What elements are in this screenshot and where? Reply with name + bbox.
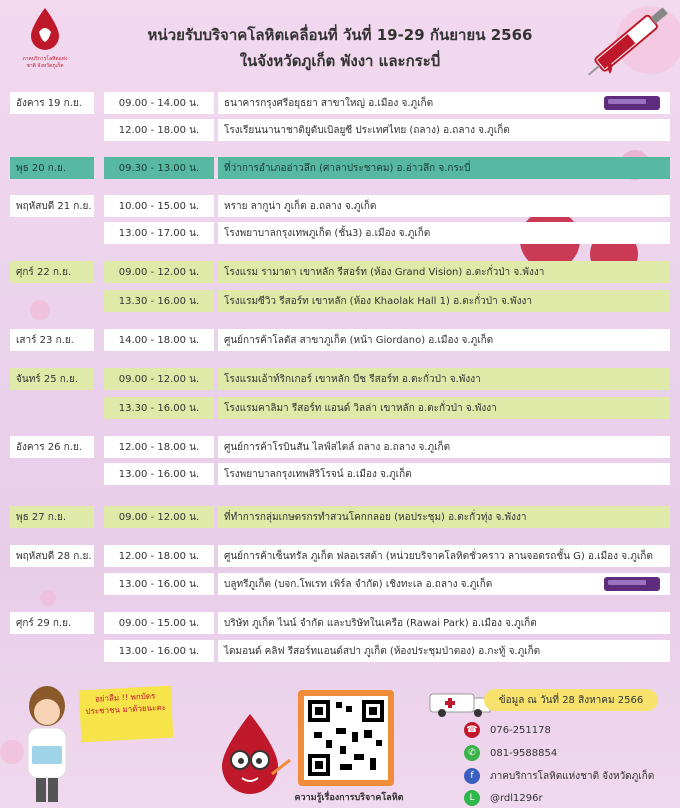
schedule-place (218, 119, 670, 141)
schedule-date: ศุกร์ 22 ก.ย. (10, 261, 94, 283)
schedule-place (218, 506, 670, 528)
schedule-time: 13.30 - 16.00 น. (104, 290, 214, 312)
phone-icon: ☎ (464, 722, 480, 738)
contact-facebook (464, 768, 654, 784)
ambulance-icon (428, 688, 492, 718)
nurse-illustration (18, 684, 76, 804)
whatsapp-icon: ✆ (464, 745, 480, 761)
schedule-time: 09.00 - 14.00 น. (104, 92, 214, 114)
schedule-place-label: โรงแรมคาลิมา รีสอร์ท แอนด์ วิลล่า เขาหลัก อ.ตะกั่วป่า จ.พังงา (224, 402, 497, 414)
contact-phone (464, 722, 551, 738)
title-line-1: หน่วยรับบริจาคโลหิตเคลื่อนที่ วันที่ 19-29 กันยายน 2566 (147, 26, 533, 44)
schedule-place-label: โรงแรมซีวิว รีสอร์ท เขาหลัก (ห้อง Khaolak Hall 1) อ.ตะกั่วป่า จ.พังงา (224, 295, 532, 307)
schedule-place-label: ไดมอนด์ คลิฟ รีสอร์ทแอนด์สปา ภูเก็ต (ห้องประชุมป่าตอง) อ.กะทู้ จ.ภูเก็ต (224, 645, 541, 657)
schedule-time: 13.30 - 16.00 น. (104, 397, 214, 419)
schedule-place (218, 222, 670, 244)
line-id[interactable]: @rdl1296r (490, 792, 543, 804)
schedule-time: 10.00 - 15.00 น. (104, 195, 214, 217)
schedule-place-label: ที่ทำการกลุ่มเกษตรกรทำสวนโคกกลอย (หอประชุม) อ.ตะกั่วทุ่ง จ.พังงา (224, 511, 527, 523)
schedule-place-label: โรงพยาบาลกรุงเทพภูเก็ต (ชั้น3) อ.เมือง จ.ภูเก็ต (224, 227, 431, 239)
schedule-place-label: หราย ลากูน่า ภูเก็ต อ.ถลาง จ.ภูเก็ต (224, 200, 377, 212)
schedule-place (218, 368, 670, 390)
schedule-time: 13.00 - 16.00 น. (104, 640, 214, 662)
schedule-date: เสาร์ 23 ก.ย. (10, 329, 94, 351)
schedule-place (218, 640, 670, 662)
contact-line (464, 790, 543, 806)
logo-org-text: ภาคบริการโลหิตแห่งชาติ จังหวัดภูเก็ต (22, 56, 68, 69)
qr-code[interactable] (298, 690, 394, 786)
reminder-note: อย่าลืม !! พกบัตรประชาชน มาด้วยนะคะ (79, 686, 174, 743)
schedule-place-label: โรงแรมเอ้าท์ริกเกอร์ เขาหลัก บีช รีสอร์ท อ.ตะกั่วป่า จ.พังงา (224, 373, 481, 385)
mobile-bus-icon (604, 96, 660, 110)
schedule-time: 14.00 - 18.00 น. (104, 329, 214, 351)
phone-number[interactable]: 076-251178 (490, 724, 551, 736)
schedule-place-label: โรงเรียนนานาชาติยูดับเบิลยูซี ประเทศไทย (ถลาง) อ.ถลาง จ.ภูเก็ต (224, 124, 510, 136)
schedule-time: 09.00 - 12.00 น. (104, 506, 214, 528)
schedule-place-label: ที่ว่าการอำเภออ่าวลึก (ศาลาประชาคม) อ.อ่าวลึก จ.กระบี่ (224, 162, 471, 174)
schedule-place-label: ศูนย์การค้าเซ็นทรัล ภูเก็ต ฟลอเรสต้า (หน่วยบริจาคโลหิตชั่วคราว ลานจอดรถชั้น G) อ.เมือง จ.ภูเก็ต (224, 550, 653, 562)
schedule-place (218, 329, 670, 351)
update-date-badge: ข้อมูล ณ วันที่ 28 สิงหาคม 2566 (484, 689, 658, 711)
schedule-place-label: โรงพยาบาลกรุงเทพสิริโรจน์ อ.เมือง จ.ภูเก็ต (224, 468, 412, 480)
schedule-date: พุธ 27 ก.ย. (10, 506, 94, 528)
line-icon: L (464, 790, 480, 806)
schedule-place-label: บลูทรีภูเก็ต (บจก.โพเรท เพิร์ล จำกัด) เชิงทะเล อ.ถลาง จ.ภูเก็ต (224, 578, 493, 590)
schedule-place-label: บริษัท ภูเก็ต ไนน์ จำกัด และบริษัทในเครือ (Rawai Park) อ.เมือง จ.ภูเก็ต (224, 617, 537, 629)
schedule-place (218, 397, 670, 419)
schedule-time: 13.00 - 17.00 น. (104, 222, 214, 244)
schedule-date: พฤหัสบดี 21 ก.ย. (10, 195, 94, 217)
title-line-2: ในจังหวัดภูเก็ต พังงา และกระบี่ (239, 52, 441, 70)
schedule-place (218, 261, 670, 283)
schedule-place (218, 545, 670, 567)
line-phone-number[interactable]: 081-9588854 (490, 747, 558, 759)
schedule-time: 12.00 - 18.00 น. (104, 436, 214, 458)
schedule-place (218, 290, 670, 312)
schedule-date: จันทร์ 25 ก.ย. (10, 368, 94, 390)
schedule-place (218, 92, 670, 114)
schedule-time: 13.00 - 16.00 น. (104, 463, 214, 485)
schedule-date: พุธ 20 ก.ย. (10, 157, 94, 179)
schedule-time: 09.00 - 12.00 น. (104, 261, 214, 283)
schedule-date: อังคาร 19 ก.ย. (10, 92, 94, 114)
qr-code-icon (304, 696, 388, 780)
schedule-place (218, 157, 670, 179)
schedule-time: 12.00 - 18.00 น. (104, 119, 214, 141)
schedule-place (218, 573, 670, 595)
contact-line-phone (464, 745, 557, 761)
schedule-time: 09.00 - 12.00 น. (104, 368, 214, 390)
schedule-place (218, 463, 670, 485)
schedule-date: อังคาร 26 ก.ย. (10, 436, 94, 458)
schedule-place-label: ศูนย์การค้าโรบินสัน ไลฟ์สไตล์ ถลาง อ.ถลาง จ.ภูเก็ต (224, 441, 451, 453)
schedule-time: 09.00 - 15.00 น. (104, 612, 214, 634)
qr-caption: ความรู้เรื่องการบริจาคโลหิต (294, 793, 404, 803)
schedule-time: 12.00 - 18.00 น. (104, 545, 214, 567)
schedule-place (218, 195, 670, 217)
schedule-date: ศุกร์ 29 ก.ย. (10, 612, 94, 634)
schedule-time: 13.00 - 16.00 น. (104, 573, 214, 595)
schedule-place (218, 436, 670, 458)
facebook-icon: f (464, 768, 480, 784)
facebook-page[interactable]: ภาคบริการโลหิตแห่งชาติ จังหวัดภูเก็ต (490, 770, 655, 782)
mobile-bus-icon (604, 577, 660, 591)
schedule-time: 09.30 - 13.00 น. (104, 157, 214, 179)
schedule-place-label: ศูนย์การค้าโลตัส สาขาภูเก็ต (หน้า Giordano) อ.เมือง จ.ภูเก็ต (224, 334, 494, 346)
schedule-place-label: โรงแรม รามาดา เขาหลัก รีสอร์ท (ห้อง Grand Vision) อ.ตะกั่วป่า จ.พังงา (224, 266, 545, 278)
schedule-place-label: ธนาคารกรุงศรีอยุธยา สาขาใหญ่ อ.เมือง จ.ภูเก็ต (224, 97, 434, 109)
schedule-date: พฤหัสบดี 28 ก.ย. (10, 545, 94, 567)
schedule-place (218, 612, 670, 634)
